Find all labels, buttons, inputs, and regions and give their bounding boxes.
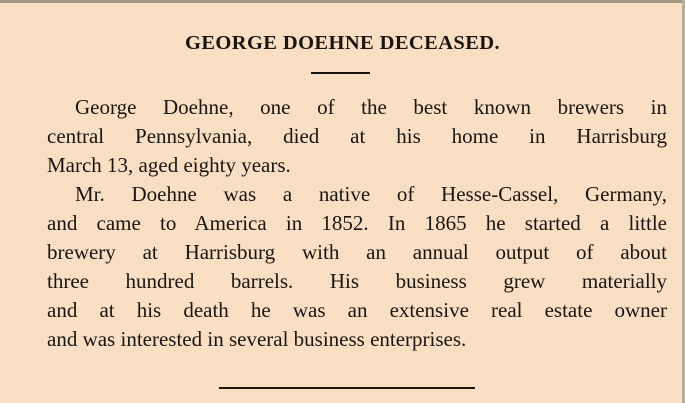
- paragraph-1-line-1: George Doehne, one of the best known brewers in: [75, 95, 667, 119]
- paragraph-2-line-4: three hundred barrels. His business grew materially: [47, 269, 667, 293]
- article-title: GEORGE DOEHNE DECEASED.: [184, 32, 501, 54]
- paragraph-1-line-3: March 13, aged eighty years.: [47, 153, 291, 177]
- paragraph-2-line-2: and came to America in 1852. In 1865 he started a little: [47, 211, 667, 235]
- paragraph-2-line-6: and was interested in several business enterprises.: [47, 327, 467, 351]
- end-divider: [219, 387, 475, 389]
- paragraph-2-line-1: Mr. Doehne was a native of Hesse-Cassel, Germany,: [75, 182, 667, 206]
- paragraph-1: [47, 93, 667, 180]
- paragraph-2-line-5: and at his death he was an extensive real estate owner: [47, 298, 667, 322]
- article-body: [47, 93, 667, 354]
- title-divider: [311, 72, 370, 74]
- paragraph-1-line-2: central Pennsylvania, died at his home in Harrisburg: [47, 124, 667, 148]
- paragraph-2-line-3: brewery at Harrisburg with an annual output of about: [47, 240, 667, 264]
- paragraph-2: [47, 180, 667, 354]
- top-border: [0, 0, 685, 3]
